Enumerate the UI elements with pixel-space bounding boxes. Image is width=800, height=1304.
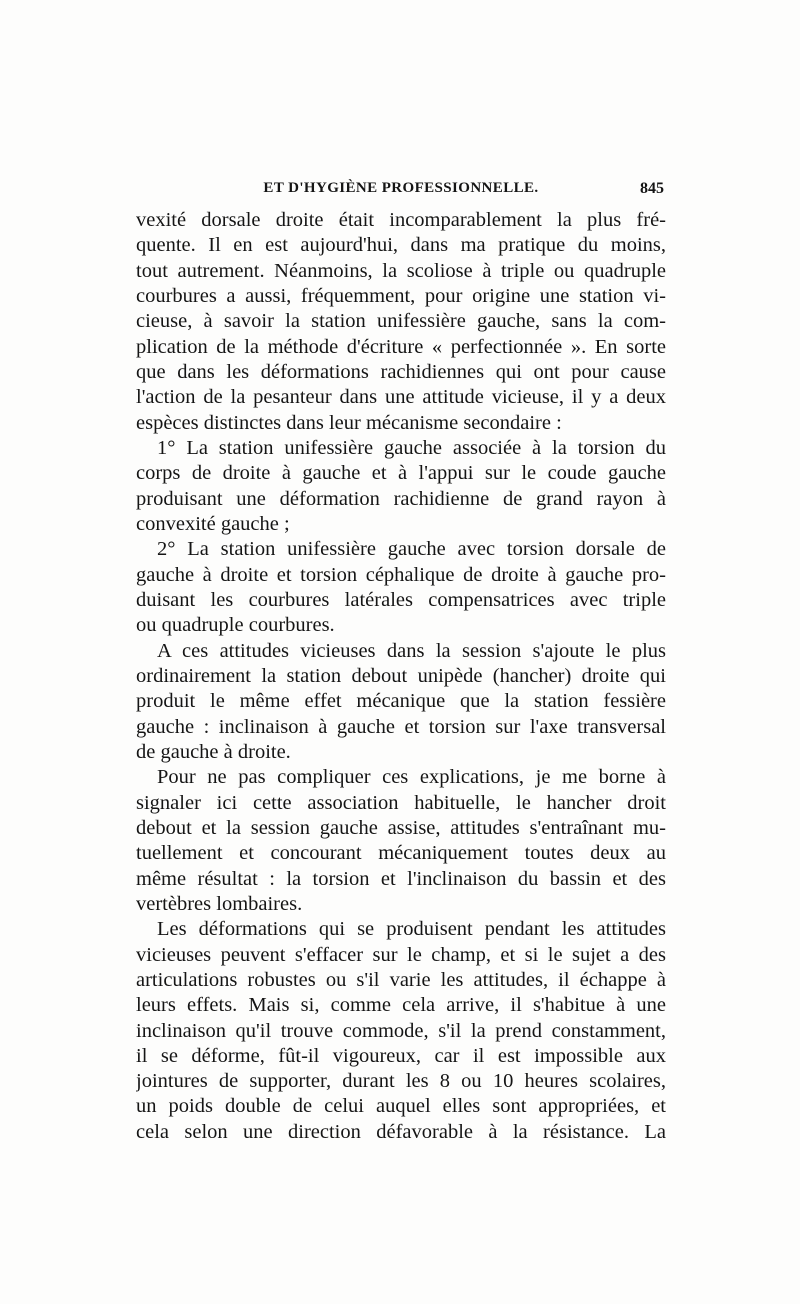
running-header	[136, 180, 666, 204]
text-line: leurs effets. Mais si, comme cela arrive, il s'habitue à une	[136, 994, 666, 1017]
text-line: l'action de la pesanteur dans une attitude vicieuse, il y a deux	[136, 386, 666, 409]
text-line: debout et la session gauche assise, attitudes s'entraînant mu-	[136, 816, 666, 839]
page-number: 845	[640, 180, 664, 197]
text-line: Les déformations qui se produisent pendant les attitudes	[157, 918, 666, 941]
text-line: de gauche à droite.	[136, 740, 291, 763]
text-line: que dans les déformations rachidiennes qui ont pour cause	[136, 360, 666, 383]
text-line: cieuse, à savoir la station unifessière gauche, sans la com-	[136, 310, 666, 333]
text-line: courbures a aussi, fréquemment, pour origine une station vi-	[136, 284, 666, 307]
text-line: articulations robustes ou s'il varie les attitudes, il échappe à	[136, 968, 666, 991]
text-line: cela selon une direction défavorable à la résistance. La	[136, 1120, 666, 1143]
text-line: même résultat : la torsion et l'inclinaison du bassin et des	[136, 867, 666, 890]
text-line: duisant les courbures latérales compensatrices avec triple	[136, 588, 666, 611]
text-line: ordinairement la station debout unipède (hancher) droite qui	[136, 664, 666, 687]
text-line: corps de droite à gauche et à l'appui sur le coude gauche	[136, 462, 666, 485]
text-line: vexité dorsale droite était incomparablement la plus fré-	[136, 209, 666, 231]
text-line: ou quadruple courbures.	[136, 614, 335, 637]
text-line: tout autrement. Néanmoins, la scoliose à triple ou quadruple	[136, 259, 666, 282]
text-line: gauche à droite et torsion céphalique de droite à gauche pro-	[136, 563, 666, 586]
text-line: produisant une déformation rachidienne de grand rayon à	[136, 487, 666, 510]
text-line: convexité gauche ;	[136, 512, 290, 535]
text-line: A ces attitudes vicieuses dans la session s'ajoute le plus	[157, 639, 666, 662]
text-line: 2° La station unifessière gauche avec torsion dorsale de	[157, 538, 666, 561]
body-text	[136, 208, 666, 1145]
text-line: produit le même effet mécanique que la station fessière	[136, 690, 666, 713]
text-line: Pour ne pas compliquer ces explications, je me borne à	[157, 766, 666, 789]
text-line: inclinaison qu'il trouve commode, s'il la prend constamment,	[136, 1019, 666, 1042]
text-line: espèces distinctes dans leur mécanisme secondaire :	[136, 411, 562, 434]
text-line: jointures de supporter, durant les 8 ou 10 heures scolaires,	[136, 1070, 666, 1093]
text-line: gauche : inclinaison à gauche et torsion sur l'axe transversal	[136, 715, 666, 738]
text-line: vertèbres lombaires.	[136, 892, 303, 915]
text-line: il se déforme, fût-il vigoureux, car il est impossible aux	[136, 1044, 666, 1067]
text-line: un poids double de celui auquel elles sont appropriées, et	[136, 1095, 666, 1118]
running-header-title: ET D'HYGIÈNE PROFESSIONNELLE.	[263, 180, 539, 196]
text-line: plication de la méthode d'écriture « perfectionnée ». En sorte	[136, 335, 666, 358]
text-line: quente. Il en est aujourd'hui, dans ma pratique du moins,	[136, 234, 666, 257]
text-line: signaler ici cette association habituelle, le hancher droit	[136, 791, 666, 814]
text-line: vicieuses peuvent s'effacer sur le champ, et si le sujet a des	[136, 943, 666, 966]
text-line: tuellement et concourant mécaniquement toutes deux au	[136, 842, 666, 865]
text-line: 1° La station unifessière gauche associée à la torsion du	[157, 436, 666, 459]
